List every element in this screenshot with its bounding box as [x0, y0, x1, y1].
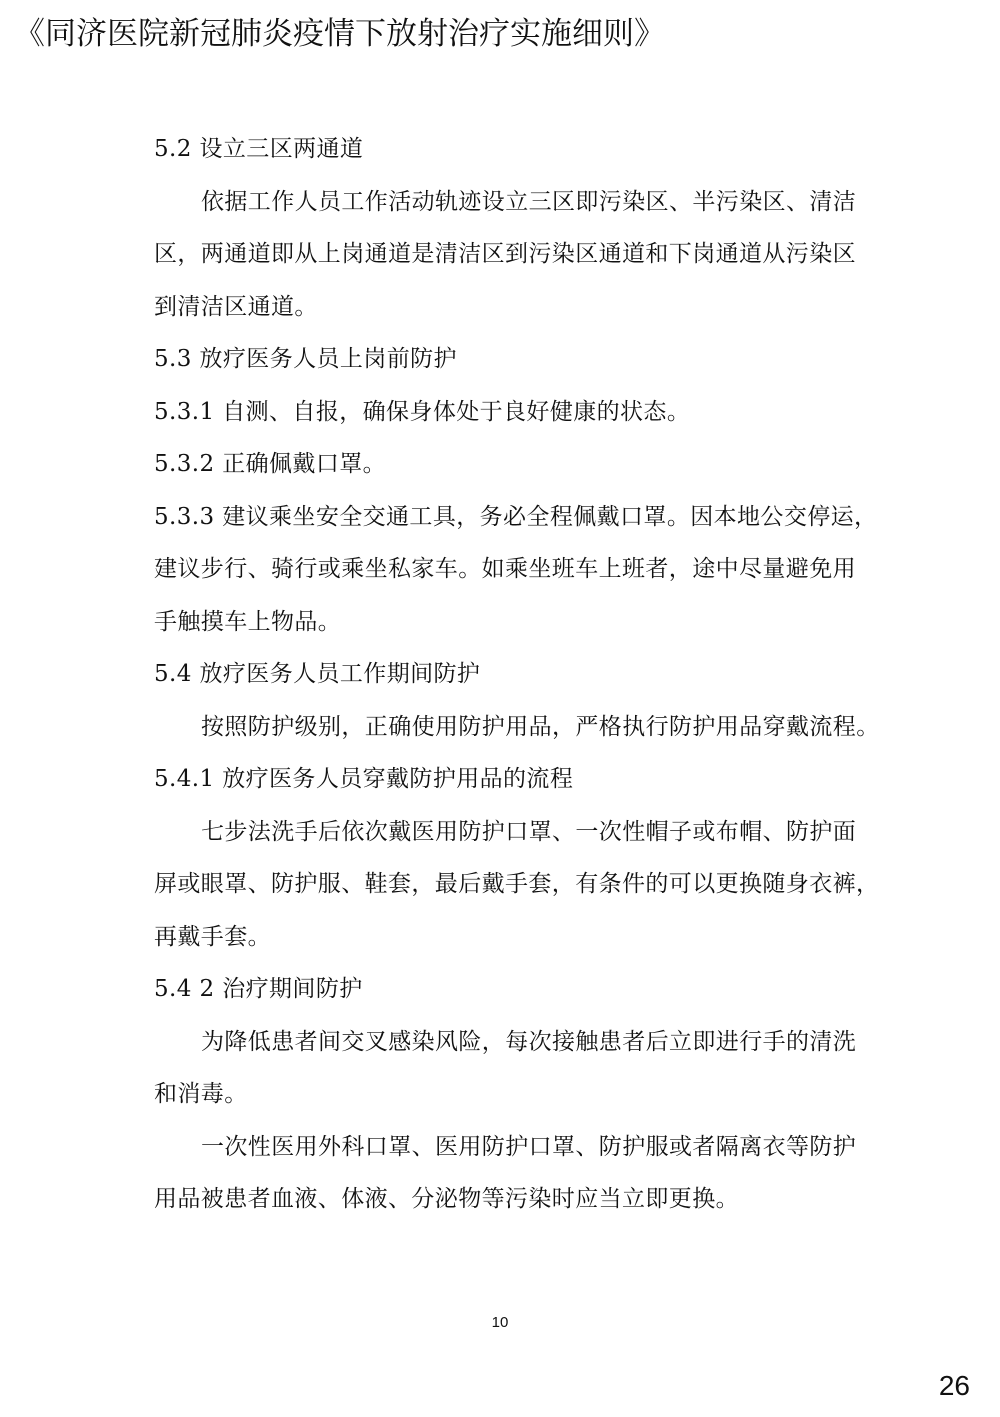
paragraph-line: 建议步行、骑行或乘坐私家车。如乘坐班车上班者，途中尽量避免用: [154, 556, 856, 582]
item-5-3-1: 5.3.1 自测、自报，确保身体处于良好健康的状态。: [154, 398, 691, 425]
item-5-3-2: 5.3.2 正确佩戴口罩。: [154, 451, 387, 477]
document-header-title: 《同济医院新冠肺炎疫情下放射治疗实施细则》: [14, 16, 665, 52]
page-number: 10: [491, 1314, 509, 1331]
paragraph-line: 依据工作人员工作活动轨迹设立三区即污染区、半污染区、清洁: [201, 188, 857, 215]
item-5-3-3: 5.3.3 建议乘坐安全交通工具，务必全程佩戴口罩。因本地公交停运，: [154, 503, 878, 530]
paragraph-line: 为降低患者间交叉感染风险，每次接触患者后立即进行手的清洗: [201, 1028, 857, 1055]
paragraph-line: 手触摸车上物品。: [154, 608, 342, 635]
section-heading-5-2: 5.2 设立三区两通道: [154, 136, 364, 162]
section-heading-5-3: 5.3 放疗医务人员上岗前防护: [154, 346, 457, 372]
paragraph-line: 屏或眼罩、防护服、鞋套，最后戴手套，有条件的可以更换随身衣裤，: [154, 871, 880, 897]
paragraph-line: 按照防护级别，正确使用防护用品，严格执行防护用品穿戴流程。: [201, 713, 880, 740]
paragraph-line: 和消毒。: [154, 1081, 248, 1107]
paragraph-line: 区，两通道即从上岗通道是清洁区到污染区通道和下岗通道从污染区: [154, 241, 856, 267]
paragraph-line: 再戴手套。: [154, 923, 271, 950]
subsection-heading-5-4-2: 5.4 2 治疗期间防护: [154, 976, 363, 1002]
paragraph-line: 用品被患者血液、体液、分泌物等污染时应当立即更换。: [154, 1186, 739, 1212]
paragraph-line: 到清洁区通道。: [154, 293, 318, 320]
paragraph-line: 一次性医用外科口罩、医用防护口罩、防护服或者隔离衣等防护: [201, 1133, 857, 1160]
paragraph-line: 七步法洗手后依次戴医用防护口罩、一次性帽子或布帽、防护面: [201, 818, 857, 845]
section-heading-5-4: 5.4 放疗医务人员工作期间防护: [154, 661, 481, 687]
document-body: [154, 129, 880, 1232]
subsection-heading-5-4-1: 5.4.1 放疗医务人员穿戴防护用品的流程: [154, 766, 574, 792]
sheet-number: 26: [938, 1370, 970, 1401]
